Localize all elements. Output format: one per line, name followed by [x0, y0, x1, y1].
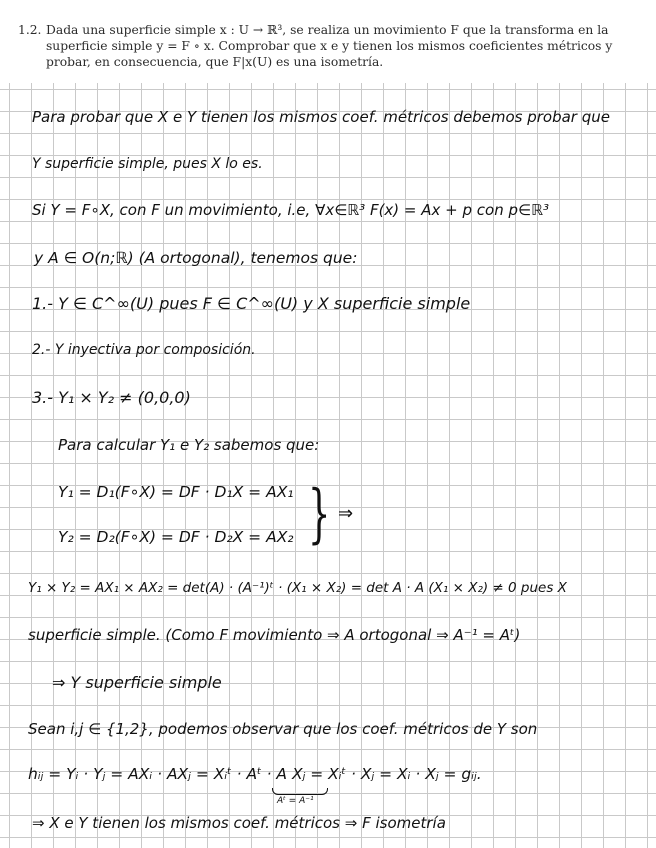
- handwritten-line-5: 1.- Y ∈ C^∞(U) pues F ∈ C^∞(U) y X superficie simple: [32, 294, 471, 313]
- implies-arrow: ⇒: [338, 503, 354, 524]
- handwritten-line-6: 2.- Y inyectiva por composición.: [32, 342, 256, 358]
- handwritten-line-9: Y₁ = D₁(F∘X) = DF · D₁X = AX₁: [58, 483, 294, 501]
- problem-number: 1.2.: [18, 23, 42, 37]
- handwritten-line-12: superficie simple. (Como F movimiento ⇒ A ortogonal ⇒ A⁻¹ = Aᵗ): [28, 626, 521, 644]
- problem-text: Dada una superficie simple x : U → ℝ³, se realiza un movimiento F que la transforma en la superficie simple y = F ∘ x. Comprobar que x e y tienen los mismos coeficientes métricos y probar, en consecuencia, que F|x(U) es una isometría.: [46, 23, 613, 69]
- handwritten-line-1: Para probar que X e Y tienen los mismos coef. métricos debemos probar que: [32, 108, 610, 126]
- problem-statement: [18, 22, 638, 70]
- handwritten-line-13: ⇒ Y superficie simple: [52, 673, 222, 692]
- handwritten-line-14: Sean i,j ∈ {1,2}, podemos observar que los coef. métricos de Y son: [28, 720, 538, 738]
- handwritten-line-7: 3.- Y₁ × Y₂ ≠ (0,0,0): [32, 388, 191, 407]
- handwritten-line-11: Y₁ × Y₂ = AX₁ × AX₂ = det(A) · (A⁻¹)ᵗ · (X₁ × X₂) = det A · A (X₁ × X₂) ≠ 0 pues X: [28, 580, 567, 596]
- handwritten-line-3: Si Y = F∘X, con F un movimiento, i.e, ∀x∈ℝ³ F(x) = Ax + p con p∈ℝ³: [32, 201, 549, 219]
- handwritten-line-2: Y superficie simple, pues X lo es.: [32, 156, 263, 172]
- handwritten-line-10: Y₂ = D₂(F∘X) = DF · D₂X = AX₂: [58, 528, 294, 546]
- handwritten-line-16: ⇒ X e Y tienen los mismos coef. métricos ⇒ F isometría: [32, 814, 446, 832]
- underbrace-mark: [272, 788, 328, 795]
- underbrace-note: Aᵗ = A⁻¹: [277, 796, 314, 806]
- handwritten-line-4: y A ∈ O(n;ℝ) (A ortogonal), tenemos que:: [34, 249, 358, 267]
- handwritten-line-8: Para calcular Y₁ e Y₂ sabemos que:: [58, 436, 320, 454]
- handwritten-line-15: hᵢⱼ = Yᵢ · Yⱼ = AXᵢ · AXⱼ = Xᵢᵗ · Aᵗ · A Xⱼ = Xᵢᵗ · Xⱼ = Xᵢ · Xⱼ = gᵢⱼ.: [28, 765, 482, 783]
- right-brace: }: [308, 477, 331, 551]
